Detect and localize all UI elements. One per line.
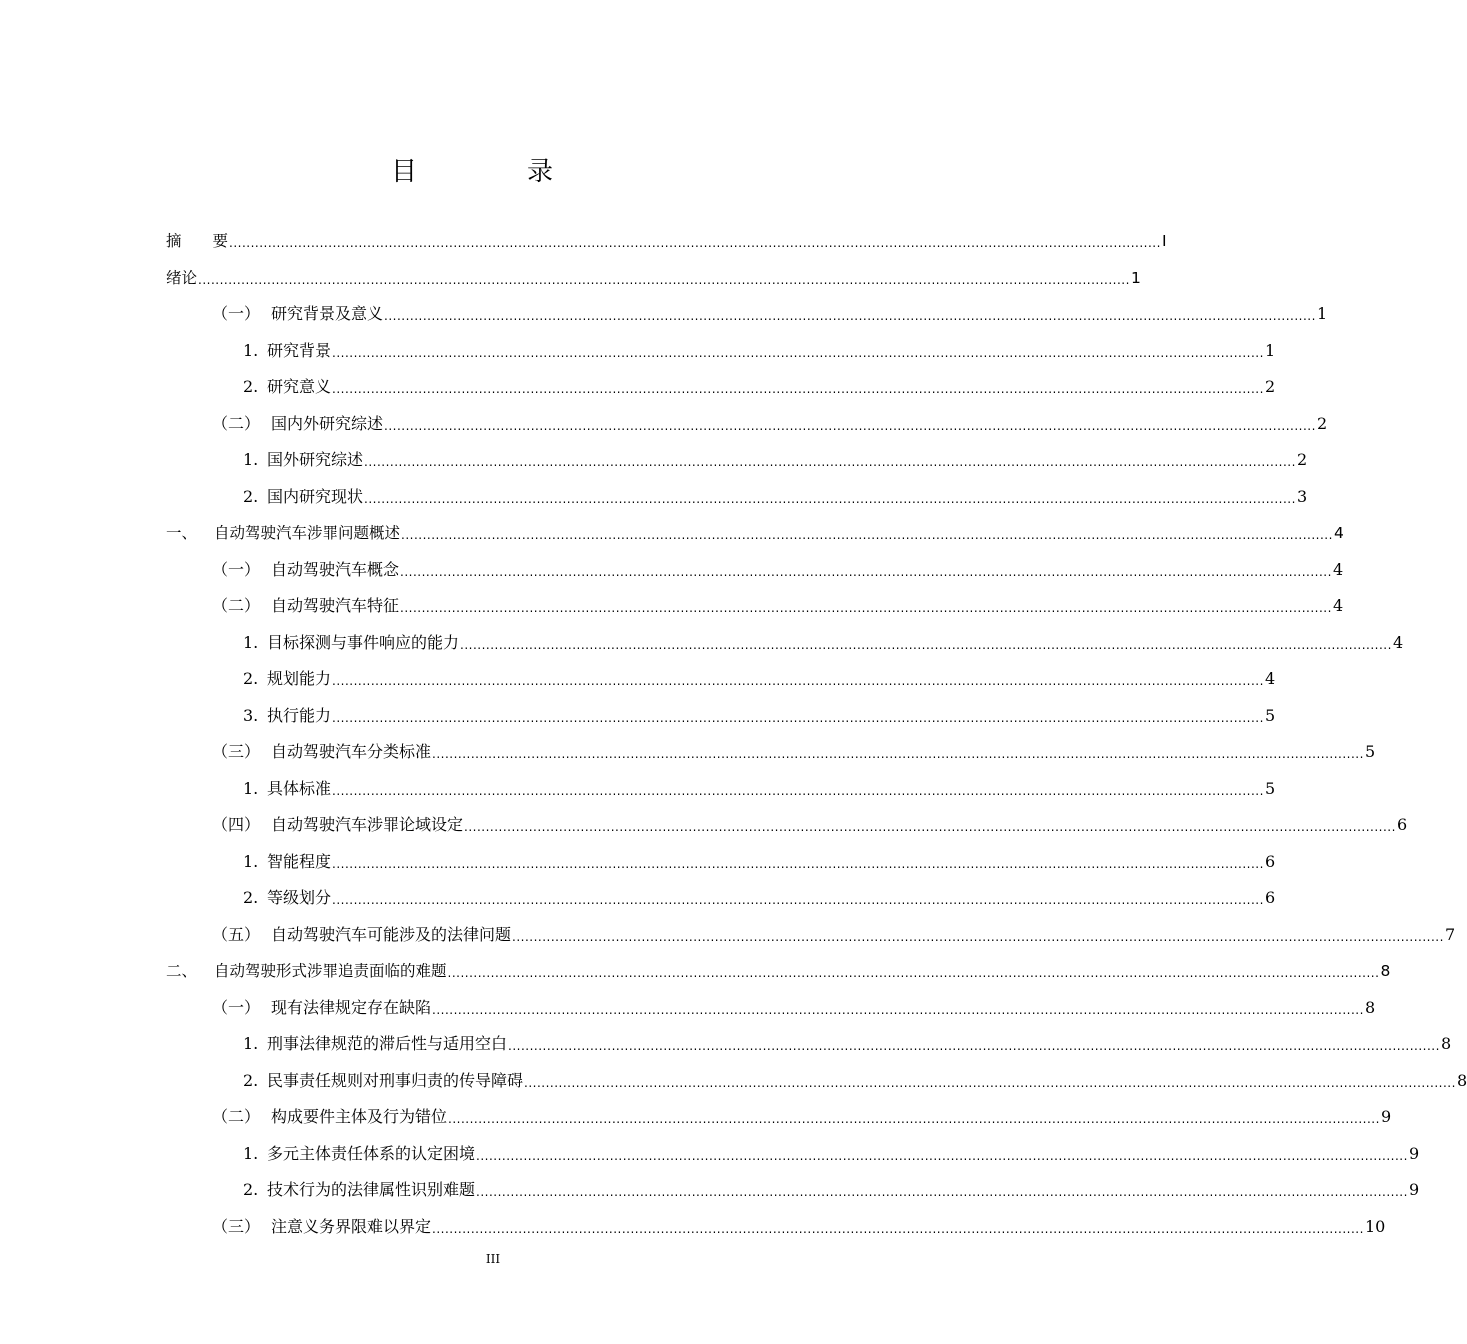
toc-entry-page: 4 <box>1332 596 1344 615</box>
toc-dot-leader: ........................................................................................................................................................................................................................ <box>332 674 1264 688</box>
toc-dot-leader: ........................................................................................................................................................................................................................ <box>332 382 1264 396</box>
toc-entry-title: 执行能力 <box>267 706 332 725</box>
toc-entry-title: 研究背景及意义 <box>271 304 384 323</box>
toc-entry-page: 6 <box>1264 852 1276 871</box>
toc-dot-leader: ........................................................................................................................................................................................................................ <box>448 1112 1380 1126</box>
toc-entry-title: 刑事法律规范的滞后性与适用空白 <box>267 1034 508 1053</box>
toc-entry-title: 具体标准 <box>267 779 332 798</box>
toc-entry[interactable] <box>166 482 1308 508</box>
toc-dot-leader: ........................................................................................................................................................................................................................ <box>524 1076 1456 1090</box>
toc-entry-number: （一） <box>212 998 261 1017</box>
toc-entry-title: 研究背景 <box>267 341 332 360</box>
toc-entry[interactable] <box>166 774 1276 800</box>
toc-entry-title: 自动驾驶汽车涉罪论域设定 <box>271 815 464 834</box>
toc-entry-page: 2 <box>1264 377 1276 396</box>
toc-entry-title: 注意义务界限难以界定 <box>271 1217 432 1236</box>
toc-entry-number: （二） <box>212 1107 261 1126</box>
toc-dot-leader: ........................................................................................................................................................................................................................ <box>460 638 1392 652</box>
toc-entry-number: 2. <box>243 888 259 907</box>
toc-entry[interactable] <box>166 737 1376 763</box>
toc-dot-leader: ........................................................................................................................................................................................................................ <box>464 820 1396 834</box>
toc-dot-leader: ........................................................................................................................................................................................................................ <box>432 1222 1364 1236</box>
toc-entry-page: 3 <box>1296 487 1308 506</box>
toc-entry-title: 规划能力 <box>267 669 332 688</box>
toc-entry-number: 1. <box>243 633 259 652</box>
toc-dot-leader: ........................................................................................................................................................................................................................ <box>364 455 1296 469</box>
toc-entry[interactable] <box>166 810 1408 836</box>
toc-dot-leader: ........................................................................................................................................................................................................................ <box>384 309 1316 323</box>
toc-entry-page: 8 <box>1456 1071 1467 1090</box>
toc-entry-page: 1 <box>1316 304 1328 323</box>
toc-entry-number: 2. <box>243 1071 259 1090</box>
toc-entry-page: 9 <box>1408 1144 1420 1163</box>
toc-entry-number: 1. <box>243 852 259 871</box>
toc-entry[interactable] <box>166 1029 1452 1055</box>
toc-entry[interactable] <box>166 518 1344 544</box>
toc-entry-title: 国外研究综述 <box>267 450 364 469</box>
toc-entry[interactable] <box>166 1175 1420 1201</box>
toc-entry-title: 现有法律规定存在缺陷 <box>271 998 432 1017</box>
toc-entry-number: 1. <box>243 450 259 469</box>
toc-entry[interactable] <box>166 591 1344 617</box>
toc-entry-number: 一、 <box>166 524 198 542</box>
toc-entry-number: 1. <box>243 1144 259 1163</box>
toc-entry-title: 研究意义 <box>267 377 332 396</box>
toc-entry-number: 1. <box>243 779 259 798</box>
toc-entry[interactable] <box>166 263 1141 289</box>
toc-dot-leader: ........................................................................................................................................................................................................................ <box>332 346 1264 360</box>
toc-entry-number: （二） <box>212 596 261 615</box>
toc-entry-title: 国内研究现状 <box>267 487 364 506</box>
toc-entry-page: 1 <box>1264 341 1276 360</box>
toc-entry-number: 2. <box>243 487 259 506</box>
toc-entry-page: I <box>1161 232 1167 250</box>
toc-entry[interactable] <box>166 1066 1467 1092</box>
toc-entry-page: 1 <box>1130 269 1141 287</box>
toc-dot-leader: ........................................................................................................................................................................................................................ <box>332 784 1264 798</box>
toc-entry-title: 自动驾驶汽车涉罪问题概述 <box>214 524 401 542</box>
toc-entry-title: 自动驾驶汽车可能涉及的法律问题 <box>271 925 512 944</box>
toc-entry-title: 民事责任规则对刑事归责的传导障碍 <box>267 1071 524 1090</box>
toc-entry-number: 3. <box>243 706 259 725</box>
toc-entry[interactable] <box>166 920 1456 946</box>
toc-dot-leader: ........................................................................................................................................................................................................................ <box>364 492 1296 506</box>
toc-entry-number: 1. <box>243 341 259 360</box>
toc-entry-title: 构成要件主体及行为错位 <box>271 1107 448 1126</box>
toc-dot-leader: ........................................................................................................................................................................................................................ <box>432 747 1364 761</box>
toc-entry[interactable] <box>166 1102 1392 1128</box>
toc-entry[interactable] <box>166 445 1308 471</box>
toc-entry[interactable] <box>166 883 1276 909</box>
toc-entry-number: 二、 <box>166 962 198 980</box>
toc-dot-leader: ........................................................................................................................................................................................................................ <box>332 893 1264 907</box>
toc-dot-leader: ........................................................................................................................................................................................................................ <box>400 601 1332 615</box>
toc-entry[interactable] <box>166 701 1276 727</box>
toc-entry-page: 9 <box>1408 1180 1420 1199</box>
toc-entry-title: 目标探测与事件响应的能力 <box>267 633 460 652</box>
toc-entry-number: （一） <box>212 560 261 579</box>
toc-entry-page: 10 <box>1364 1217 1386 1236</box>
toc-entry[interactable] <box>166 1212 1386 1238</box>
toc-entry-title: 自动驾驶汽车概念 <box>271 560 400 579</box>
toc-entry[interactable] <box>166 409 1328 435</box>
toc-dot-leader: ........................................................................................................................................................................................................................ <box>508 1039 1440 1053</box>
toc-entry-page: 5 <box>1264 779 1276 798</box>
toc-dot-leader: ........................................................................................................................................................................................................................ <box>512 930 1444 944</box>
toc-entry-number: （二） <box>212 414 261 433</box>
toc-entry-page: 8 <box>1440 1034 1452 1053</box>
toc-entry-page: 2 <box>1296 450 1308 469</box>
toc-dot-leader: ........................................................................................................................................................................................................................ <box>198 273 1130 287</box>
toc-dot-leader: ........................................................................................................................................................................................................................ <box>332 857 1264 871</box>
toc-entry[interactable] <box>166 226 1167 252</box>
toc-entry[interactable] <box>166 993 1376 1019</box>
toc-entry[interactable] <box>166 664 1276 690</box>
toc-dot-leader: ........................................................................................................................................................................................................................ <box>432 1003 1364 1017</box>
toc-entry-page: 9 <box>1380 1107 1392 1126</box>
toc-entry[interactable] <box>166 555 1344 581</box>
toc-entry[interactable] <box>166 372 1276 398</box>
toc-dot-leader: ........................................................................................................................................................................................................................ <box>476 1185 1408 1199</box>
toc-entry-page: 5 <box>1264 706 1276 725</box>
toc-entry-number: 2. <box>243 669 259 688</box>
toc-dot-leader: ........................................................................................................................................................................................................................ <box>476 1149 1408 1163</box>
toc-entry-number: 1. <box>243 1034 259 1053</box>
toc-entry-number: 2. <box>243 1180 259 1199</box>
toc-entry-page: 8 <box>1380 962 1391 980</box>
toc-dot-leader: ........................................................................................................................................................................................................................ <box>384 419 1316 433</box>
toc-dot-leader: ........................................................................................................................................................................................................................ <box>332 711 1264 725</box>
toc-dot-leader: ........................................................................................................................................................................................................................ <box>401 528 1333 542</box>
toc-entry[interactable] <box>166 1139 1420 1165</box>
toc-entry-title: 自动驾驶形式涉罪追责面临的难题 <box>214 962 447 980</box>
toc-entry-title: 自动驾驶汽车分类标准 <box>271 742 432 761</box>
toc-entry-title: 绪论 <box>166 269 198 287</box>
toc-entry-number: （一） <box>212 304 261 323</box>
toc-entry-page: 4 <box>1392 633 1404 652</box>
toc-entry-title: 摘 要 <box>166 232 229 250</box>
page-title: 目 录 <box>390 157 595 187</box>
toc-entry-title: 技术行为的法律属性识别难题 <box>267 1180 476 1199</box>
toc-entry-number: （三） <box>212 742 261 761</box>
toc-entry-page: 4 <box>1264 669 1276 688</box>
toc-entry-title: 等级划分 <box>267 888 332 907</box>
toc-dot-leader: ........................................................................................................................................................................................................................ <box>400 565 1332 579</box>
toc-entry-page: 2 <box>1316 414 1328 433</box>
toc-entry-number: （三） <box>212 1217 261 1236</box>
toc-entry-number: 2. <box>243 377 259 396</box>
toc-entry[interactable] <box>166 299 1328 325</box>
toc-entry[interactable] <box>166 628 1404 654</box>
toc-entry[interactable] <box>166 847 1276 873</box>
toc-entry-page: 6 <box>1264 888 1276 907</box>
toc-entry-number: （四） <box>212 815 261 834</box>
toc-entry-title: 自动驾驶汽车特征 <box>271 596 400 615</box>
toc-entry-title: 多元主体责任体系的认定困境 <box>267 1144 476 1163</box>
toc-entry[interactable] <box>166 956 1391 982</box>
page-number: III <box>485 1252 501 1266</box>
toc-entry-number: （五） <box>212 925 261 944</box>
toc-dot-leader: ........................................................................................................................................................................................................................ <box>447 966 1380 980</box>
toc-entry-page: 4 <box>1332 560 1344 579</box>
toc-entry-title: 国内外研究综述 <box>271 414 384 433</box>
toc-dot-leader: ........................................................................................................................................................................................................................ <box>229 236 1161 250</box>
toc-entry-page: 6 <box>1396 815 1408 834</box>
toc-entry-page: 8 <box>1364 998 1376 1017</box>
toc-entry[interactable] <box>166 336 1276 362</box>
toc-entry-page: 5 <box>1364 742 1376 761</box>
toc-entry-page: 4 <box>1333 524 1344 542</box>
toc-entry-page: 7 <box>1444 925 1456 944</box>
toc-entry-title: 智能程度 <box>267 852 332 871</box>
